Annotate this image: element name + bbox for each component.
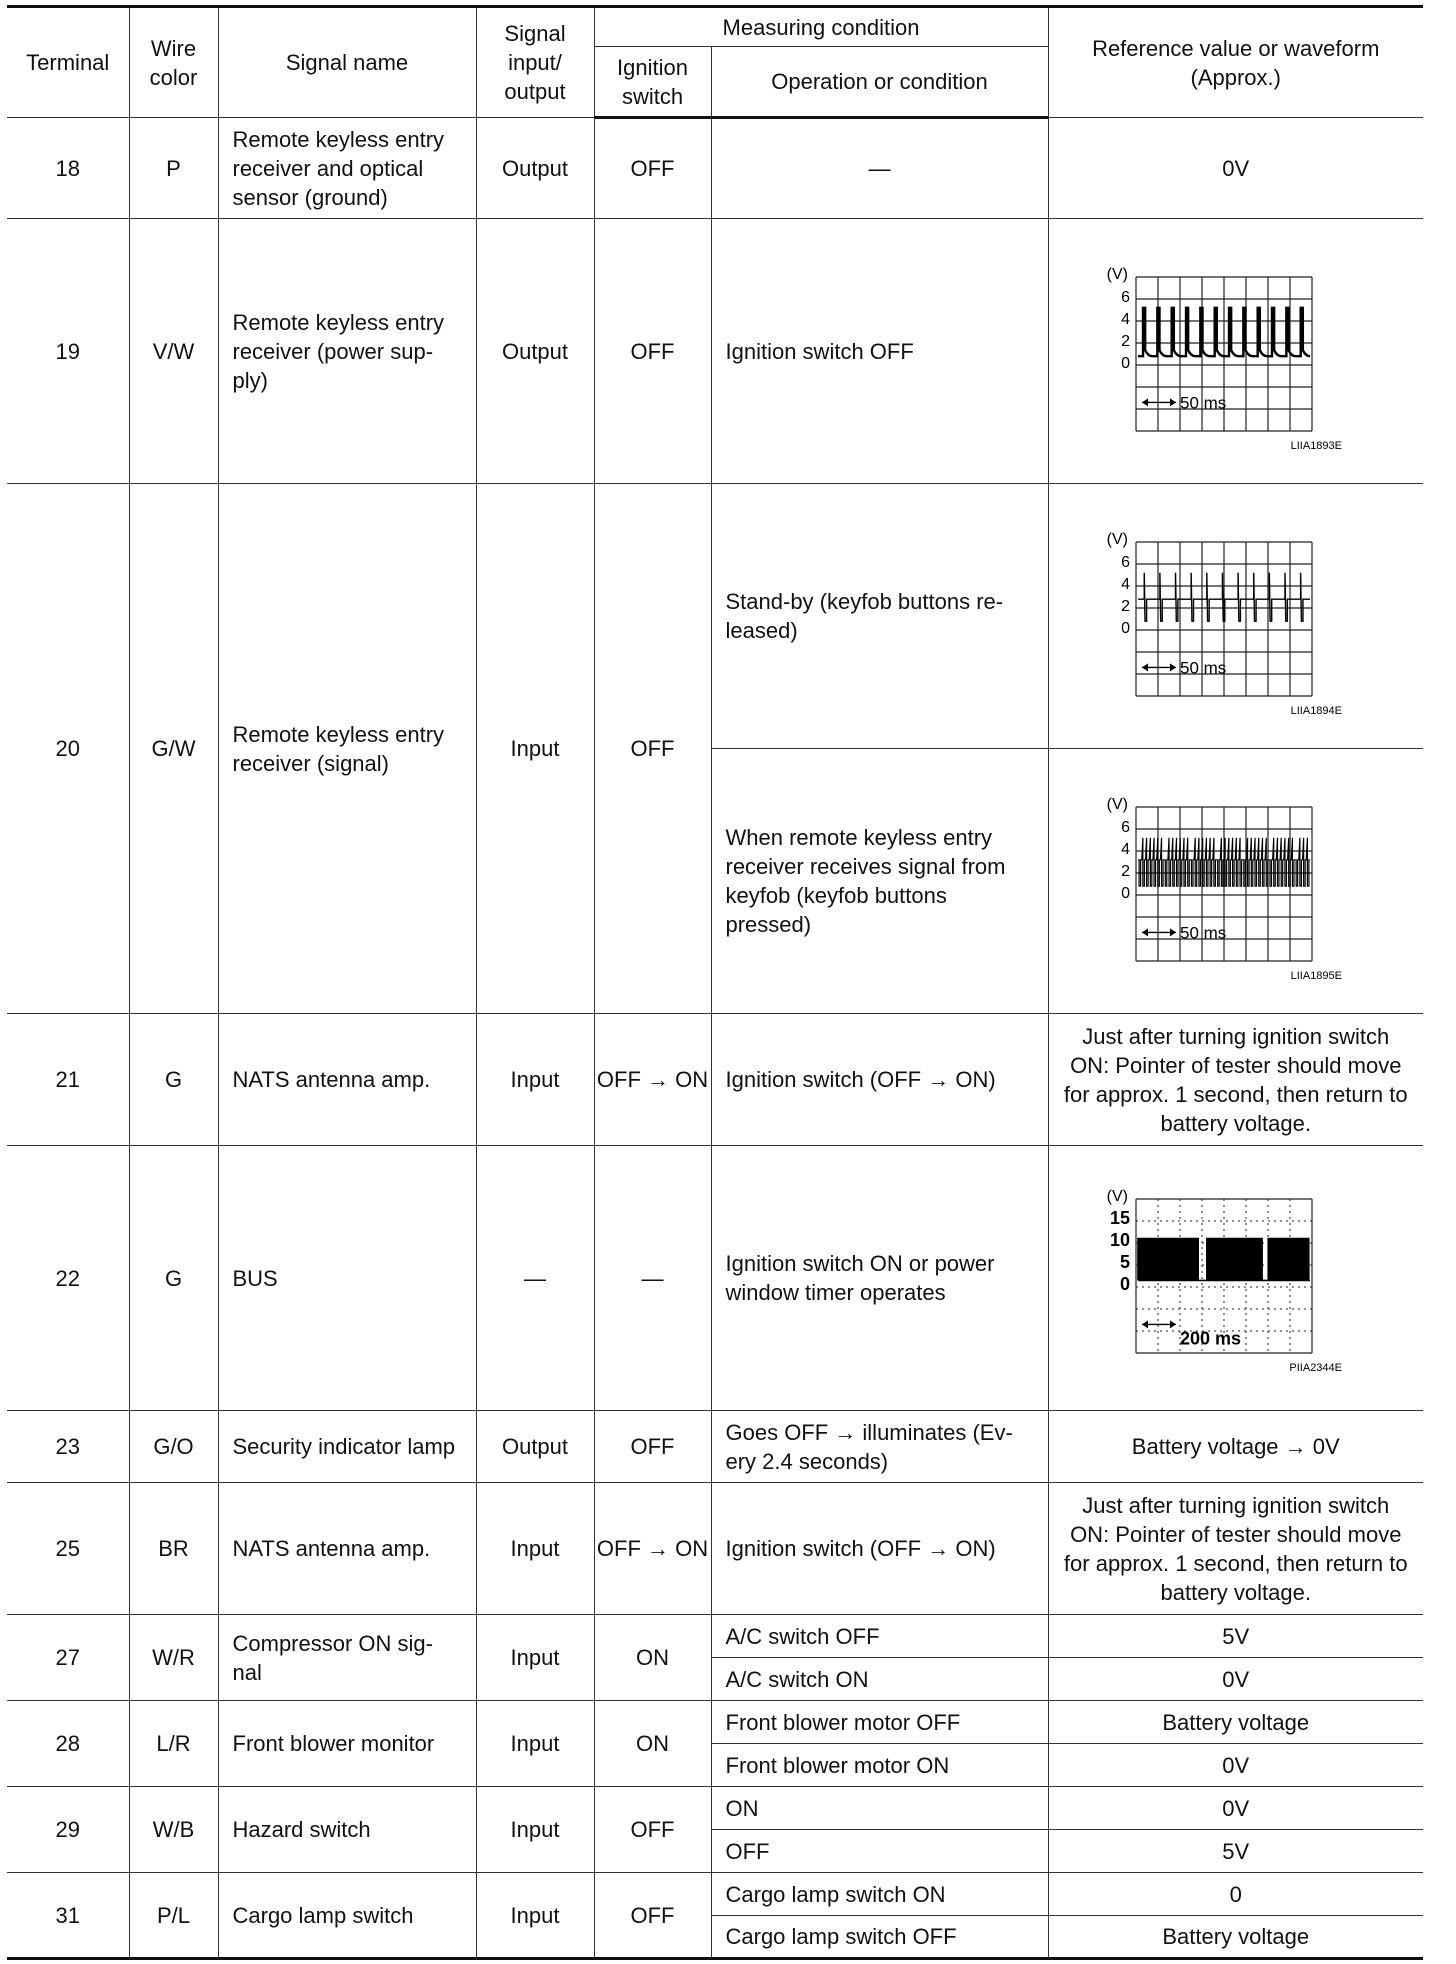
reference-cell: 0V bbox=[1048, 1787, 1423, 1830]
time-marker-arrow bbox=[1142, 663, 1148, 671]
wire-color-cell: BR bbox=[129, 1483, 218, 1615]
ignition-cell: OFF bbox=[594, 484, 711, 1014]
signal-name-cell: Remote keyless entry receiver and optical sensor (ground) bbox=[218, 118, 476, 219]
axis-tick-label: 6 bbox=[1120, 554, 1130, 571]
axis-tick-label: 0 bbox=[1120, 355, 1130, 372]
header-signal-io: Signal input/ output bbox=[476, 7, 594, 118]
figure-code: PIIA2344E bbox=[1289, 1362, 1342, 1374]
signal-io-cell: Input bbox=[476, 1701, 594, 1787]
ignition-cell: ON bbox=[594, 1701, 711, 1787]
time-division-label: 200 ms bbox=[1179, 1328, 1241, 1349]
terminal-table bbox=[7, 5, 1423, 1960]
time-division-label: 50 ms bbox=[1179, 923, 1227, 943]
table-row bbox=[7, 1483, 1423, 1615]
reference-cell: Just after turning ignition switch ON: Pointer of tester should move for approx. 1 second, then return to battery voltage. bbox=[1048, 1483, 1423, 1615]
signal-io-cell: Output bbox=[476, 1411, 594, 1483]
table-row bbox=[7, 118, 1423, 219]
time-marker-arrow bbox=[1170, 398, 1176, 406]
terminal-cell: 31 bbox=[7, 1873, 129, 1959]
axis-tick-label: 2 bbox=[1120, 863, 1130, 880]
reference-cell bbox=[1048, 484, 1423, 749]
reference-cell: 0V bbox=[1048, 1744, 1423, 1787]
operation-cell: A/C switch OFF bbox=[711, 1615, 1048, 1658]
ignition-cell: OFF → ON bbox=[594, 1483, 711, 1615]
time-marker-arrow bbox=[1142, 1320, 1148, 1328]
signal-io-cell: Input bbox=[476, 484, 594, 1014]
operation-cell: — bbox=[711, 118, 1048, 219]
terminal-cell: 23 bbox=[7, 1411, 129, 1483]
reference-cell: 0 bbox=[1048, 1873, 1423, 1916]
signal-name-cell: Hazard switch bbox=[218, 1787, 476, 1873]
wire-color-cell: V/W bbox=[129, 219, 218, 484]
operation-cell: Cargo lamp switch OFF bbox=[711, 1916, 1048, 1959]
waveform-trace bbox=[1138, 1239, 1310, 1281]
axis-tick-label: 15 bbox=[1109, 1208, 1130, 1228]
axis-unit-label: (V) bbox=[1106, 796, 1128, 813]
table-row bbox=[7, 1146, 1423, 1411]
axis-unit-label: (V) bbox=[1106, 531, 1128, 548]
ignition-cell: OFF bbox=[594, 219, 711, 484]
ignition-cell: OFF bbox=[594, 1787, 711, 1873]
axis-tick-label: 4 bbox=[1120, 311, 1130, 328]
operation-cell: Cargo lamp switch ON bbox=[711, 1873, 1048, 1916]
reference-cell: 5V bbox=[1048, 1615, 1423, 1658]
reference-cell: 0V bbox=[1048, 118, 1423, 219]
terminal-cell: 19 bbox=[7, 219, 129, 484]
reference-cell: Battery voltage → 0V bbox=[1048, 1411, 1423, 1483]
axis-tick-label: 4 bbox=[1120, 841, 1130, 858]
time-marker-arrow bbox=[1142, 928, 1148, 936]
axis-tick-label: 10 bbox=[1109, 1230, 1130, 1250]
terminal-cell: 20 bbox=[7, 484, 129, 1014]
waveform-w22 bbox=[1086, 1173, 1386, 1383]
signal-io-cell: Input bbox=[476, 1014, 594, 1146]
ignition-cell: OFF bbox=[594, 1873, 711, 1959]
table-row bbox=[7, 1615, 1423, 1658]
terminal-cell: 21 bbox=[7, 1014, 129, 1146]
axis-tick-label: 2 bbox=[1120, 333, 1130, 350]
signal-io-cell: Input bbox=[476, 1873, 594, 1959]
reference-cell: Battery voltage bbox=[1048, 1916, 1423, 1959]
operation-cell: A/C switch ON bbox=[711, 1658, 1048, 1701]
table-row bbox=[7, 484, 1423, 749]
operation-cell: ON bbox=[711, 1787, 1048, 1830]
terminal-cell: 27 bbox=[7, 1615, 129, 1701]
wire-color-cell: L/R bbox=[129, 1701, 218, 1787]
signal-name-cell: Remote keyless entry receiver (power sup-ply) bbox=[218, 219, 476, 484]
time-marker-arrow bbox=[1170, 1320, 1176, 1328]
waveform-w20b bbox=[1086, 781, 1386, 981]
operation-cell: OFF bbox=[711, 1830, 1048, 1873]
axis-tick-label: 0 bbox=[1120, 620, 1130, 637]
reference-cell bbox=[1048, 749, 1423, 1014]
header-ignition-switch: Ignition switch bbox=[594, 47, 711, 118]
signal-name-cell: Security indicator lamp bbox=[218, 1411, 476, 1483]
header-signal-name: Signal name bbox=[218, 7, 476, 118]
table-row bbox=[7, 1014, 1423, 1146]
axis-tick-label: 5 bbox=[1119, 1252, 1130, 1272]
table-row bbox=[7, 1411, 1423, 1483]
signal-name-cell: Cargo lamp switch bbox=[218, 1873, 476, 1959]
header-terminal: Terminal bbox=[7, 7, 129, 118]
table-row bbox=[7, 1701, 1423, 1744]
reference-cell: 5V bbox=[1048, 1830, 1423, 1873]
reference-cell: 0V bbox=[1048, 1658, 1423, 1701]
operation-cell: Ignition switch ON or power window timer operates bbox=[711, 1146, 1048, 1411]
ignition-cell: OFF → ON bbox=[594, 1014, 711, 1146]
axis-unit-label: (V) bbox=[1106, 1188, 1128, 1205]
operation-cell: Stand-by (keyfob buttons re-leased) bbox=[711, 484, 1048, 749]
signal-name-cell: Front blower monitor bbox=[218, 1701, 476, 1787]
operation-cell: Ignition switch (OFF → ON) bbox=[711, 1483, 1048, 1615]
figure-code: LIIA1894E bbox=[1290, 705, 1342, 716]
time-marker-arrow bbox=[1170, 663, 1176, 671]
operation-cell: Front blower motor OFF bbox=[711, 1701, 1048, 1744]
signal-name-cell: NATS antenna amp. bbox=[218, 1483, 476, 1615]
signal-io-cell: Output bbox=[476, 118, 594, 219]
ignition-cell: — bbox=[594, 1146, 711, 1411]
axis-tick-label: 6 bbox=[1120, 289, 1130, 306]
wire-color-cell: P/L bbox=[129, 1873, 218, 1959]
ignition-cell: OFF bbox=[594, 1411, 711, 1483]
time-marker-arrow bbox=[1170, 928, 1176, 936]
time-division-label: 50 ms bbox=[1179, 658, 1227, 678]
operation-cell: When remote keyless entry receiver receives signal from keyfob (keyfob buttons pressed) bbox=[711, 749, 1048, 1014]
wire-color-cell: W/R bbox=[129, 1615, 218, 1701]
ignition-cell: ON bbox=[594, 1615, 711, 1701]
wire-color-cell: W/B bbox=[129, 1787, 218, 1873]
header-operation: Operation or condition bbox=[711, 47, 1048, 118]
figure-code: LIIA1895E bbox=[1290, 970, 1342, 981]
operation-cell: Front blower motor ON bbox=[711, 1744, 1048, 1787]
terminal-cell: 29 bbox=[7, 1787, 129, 1873]
reference-cell bbox=[1048, 1146, 1423, 1411]
reference-cell: Battery voltage bbox=[1048, 1701, 1423, 1744]
wire-color-cell: G/W bbox=[129, 484, 218, 1014]
axis-unit-label: (V) bbox=[1106, 266, 1128, 283]
wire-color-cell: G/O bbox=[129, 1411, 218, 1483]
figure-code: LIIA1893E bbox=[1290, 440, 1342, 451]
wire-color-cell: G bbox=[129, 1146, 218, 1411]
signal-io-cell: Input bbox=[476, 1787, 594, 1873]
axis-tick-label: 0 bbox=[1120, 885, 1130, 902]
terminal-cell: 25 bbox=[7, 1483, 129, 1615]
reference-cell: Just after turning ignition switch ON: Pointer of tester should move for approx. 1 second, then return to battery voltage. bbox=[1048, 1014, 1423, 1146]
header-wire-color: Wire color bbox=[129, 7, 218, 118]
signal-io-cell: — bbox=[476, 1146, 594, 1411]
waveform-w19 bbox=[1086, 251, 1386, 451]
signal-io-cell: Input bbox=[476, 1483, 594, 1615]
ignition-cell: OFF bbox=[594, 118, 711, 219]
signal-name-cell: BUS bbox=[218, 1146, 476, 1411]
table-row bbox=[7, 1787, 1423, 1830]
time-division-label: 50 ms bbox=[1179, 393, 1227, 413]
signal-name-cell: Compressor ON sig-nal bbox=[218, 1615, 476, 1701]
operation-cell: Ignition switch OFF bbox=[711, 219, 1048, 484]
table-row bbox=[7, 1873, 1423, 1916]
signal-io-cell: Input bbox=[476, 1615, 594, 1701]
time-marker-arrow bbox=[1142, 398, 1148, 406]
signal-name-cell: Remote keyless entry receiver (signal) bbox=[218, 484, 476, 1014]
terminal-cell: 18 bbox=[7, 118, 129, 219]
table-row bbox=[7, 219, 1423, 484]
reference-cell bbox=[1048, 219, 1423, 484]
axis-tick-label: 2 bbox=[1120, 598, 1130, 615]
signal-io-cell: Output bbox=[476, 219, 594, 484]
wire-color-cell: P bbox=[129, 118, 218, 219]
signal-name-cell: NATS antenna amp. bbox=[218, 1014, 476, 1146]
waveform-w20a bbox=[1086, 516, 1386, 716]
axis-tick-label: 6 bbox=[1120, 819, 1130, 836]
operation-cell: Goes OFF → illuminates (Ev-ery 2.4 seconds) bbox=[711, 1411, 1048, 1483]
terminal-cell: 28 bbox=[7, 1701, 129, 1787]
operation-cell: Ignition switch (OFF → ON) bbox=[711, 1014, 1048, 1146]
header-reference: Reference value or waveform (Approx.) bbox=[1048, 7, 1423, 118]
terminal-cell: 22 bbox=[7, 1146, 129, 1411]
wire-color-cell: G bbox=[129, 1014, 218, 1146]
axis-tick-label: 4 bbox=[1120, 576, 1130, 593]
header-measuring-condition: Measuring condition bbox=[594, 7, 1048, 47]
axis-tick-label: 0 bbox=[1119, 1274, 1130, 1294]
